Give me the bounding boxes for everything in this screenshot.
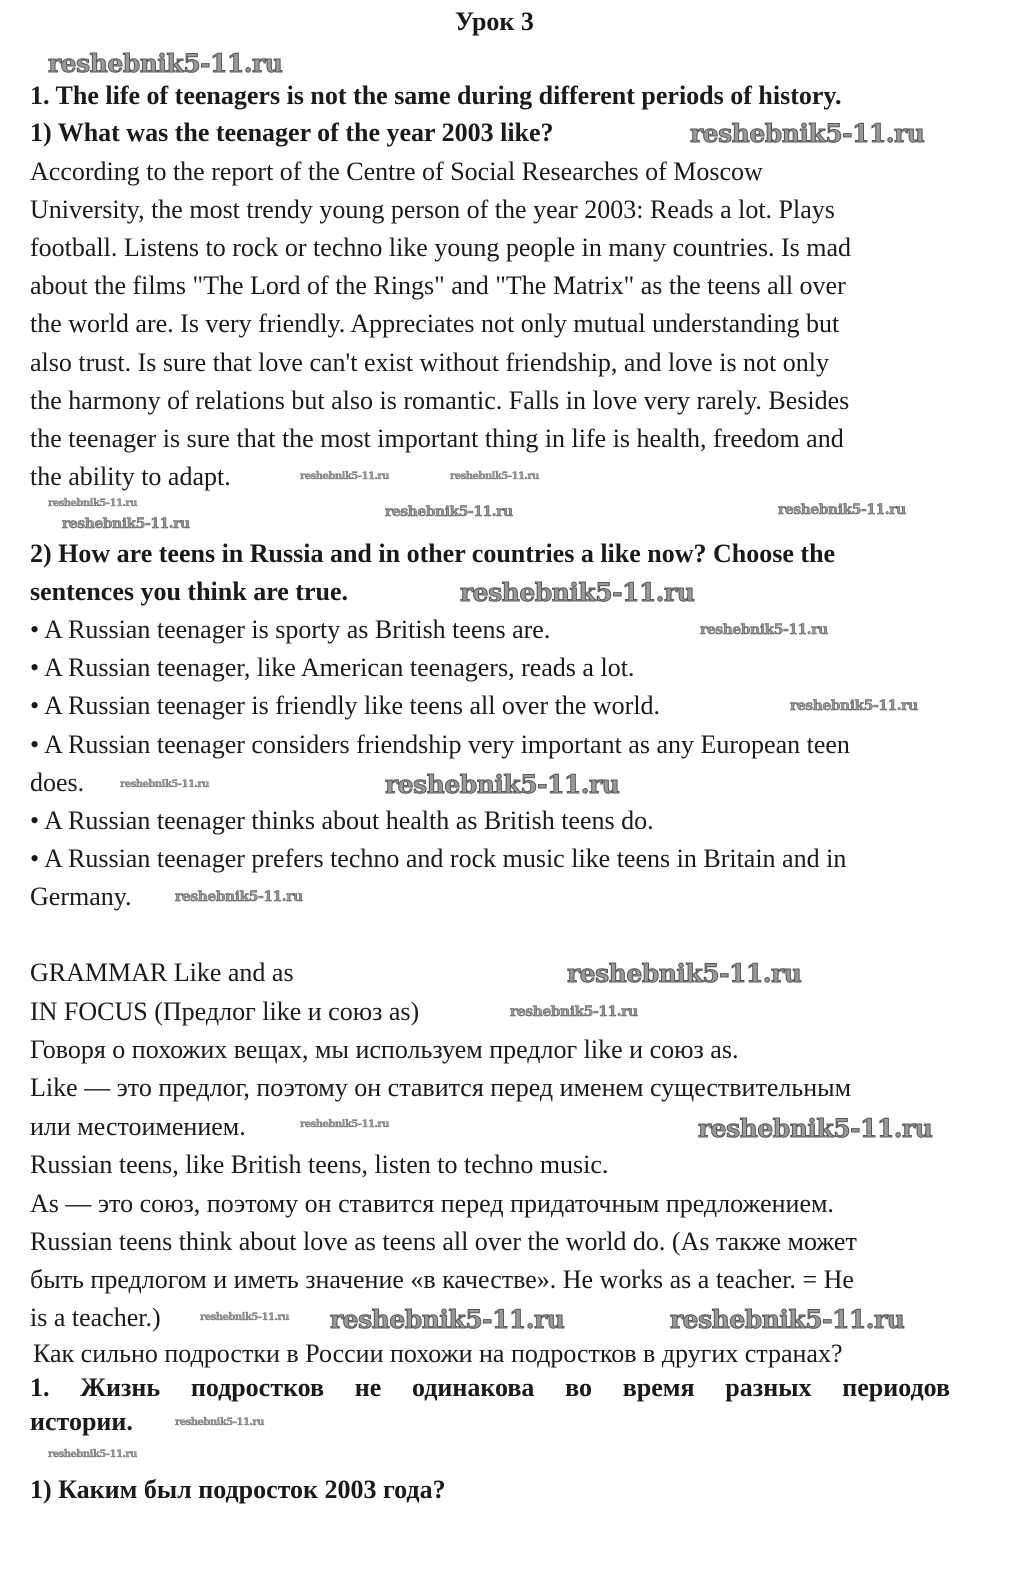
watermark: reshebnik5-11.ru: [670, 1305, 905, 1334]
grammar-heading: IN FOCUS (Предлог like и союз as): [30, 997, 420, 1026]
section-heading-ru: истории.: [30, 1407, 133, 1436]
watermark: reshebnik5-11.ru: [690, 119, 925, 148]
grammar-heading: GRAMMAR Like and as: [30, 958, 294, 987]
watermark: reshebnik5-11.ru: [778, 502, 906, 518]
text-line: football. Listens to rock or techno like young people in many countries. Is mad: [30, 233, 851, 262]
text-line: According to the report of the Centre of Social Researches of Moscow: [30, 157, 763, 186]
bullet-item: • A Russian teenager considers friendship very important as any European teen: [30, 730, 850, 759]
text-line: Как сильно подростки в России похожи на подростков в других странах?: [33, 1339, 843, 1368]
text-line: about the films "The Lord of the Rings" and "The Matrix" as the teens all over: [30, 271, 846, 300]
text-line: is a teacher.): [30, 1303, 161, 1332]
watermark: reshebnik5-11.ru: [385, 504, 513, 520]
watermark: reshebnik5-11.ru: [790, 698, 918, 714]
watermark: reshebnik5-11.ru: [450, 471, 539, 482]
watermark: reshebnik5-11.ru: [385, 770, 620, 799]
watermark: reshebnik5-11.ru: [62, 516, 190, 532]
text-line: the ability to adapt.: [30, 462, 231, 491]
watermark: reshebnik5-11.ru: [698, 1114, 933, 1143]
watermark: reshebnik5-11.ru: [567, 959, 802, 988]
section-heading-ru: 1. Жизнь подростков не одинакова во время разных периодов: [30, 1373, 950, 1402]
text-line: Russian teens, like British teens, listen to techno music.: [30, 1150, 609, 1179]
watermark: reshebnik5-11.ru: [200, 1312, 289, 1323]
text-line: the harmony of relations but also is romantic. Falls in love very rarely. Besides: [30, 386, 850, 415]
question-heading: 1) What was the teenager of the year 2003 like?: [30, 118, 554, 147]
section-heading: 1. The life of teenagers is not the same during different periods of history.: [30, 81, 842, 110]
page-title: Урок 3: [455, 7, 534, 36]
watermark: reshebnik5-11.ru: [175, 889, 303, 905]
question-heading-ru: 1) Каким был подросток 2003 года?: [30, 1475, 446, 1504]
text-line: University, the most trendy young person of the year 2003: Reads a lot. Plays: [30, 195, 835, 224]
text-line: Говоря о похожих вещах, мы используем предлог like и союз as.: [30, 1035, 739, 1064]
bullet-item: Germany.: [30, 882, 132, 911]
watermark: reshebnik5-11.ru: [120, 779, 209, 790]
watermark: reshebnik5-11.ru: [48, 498, 137, 509]
text-line: As — это союз, поэтому он ставится перед придаточным предложением.: [30, 1189, 834, 1218]
text-line: the world are. Is very friendly. Appreciates not only mutual understanding but: [30, 309, 840, 338]
watermark: reshebnik5-11.ru: [460, 578, 695, 607]
text-line: Russian teens think about love as teens all over the world do. (As также может: [30, 1227, 857, 1256]
text-line: the teenager is sure that the most important thing in life is health, freedom and: [30, 424, 844, 453]
watermark: reshebnik5-11.ru: [300, 1119, 389, 1130]
bullet-item: • A Russian teenager prefers techno and rock music like teens in Britain and in: [30, 844, 847, 873]
question-heading: sentences you think are true.: [30, 577, 349, 606]
bullet-item: • A Russian teenager is friendly like teens all over the world.: [30, 691, 661, 720]
watermark: reshebnik5-11.ru: [48, 49, 283, 78]
watermark: reshebnik5-11.ru: [700, 622, 828, 638]
bullet-item: • A Russian teenager, like American teenagers, reads a lot.: [30, 653, 635, 682]
bullet-item: • A Russian teenager is sporty as British teens are.: [30, 615, 551, 644]
watermark: reshebnik5-11.ru: [175, 1417, 264, 1428]
bullet-item: does.: [30, 768, 85, 797]
watermark: reshebnik5-11.ru: [48, 1449, 137, 1460]
text-line: быть предлогом и иметь значение «в качестве». He works as a teacher. = He: [30, 1265, 854, 1294]
text-line: или местоимением.: [30, 1112, 246, 1141]
text-line: also trust. Is sure that love can't exist without friendship, and love is not only: [30, 348, 830, 377]
question-heading: 2) How are teens in Russia and in other countries a like now? Choose the: [30, 539, 836, 568]
watermark: reshebnik5-11.ru: [330, 1305, 565, 1334]
text-line: Like — это предлог, поэтому он ставится перед именем существительным: [30, 1073, 852, 1102]
watermark: reshebnik5-11.ru: [510, 1004, 638, 1020]
bullet-item: • A Russian teenager thinks about health as British teens do.: [30, 806, 654, 835]
watermark: reshebnik5-11.ru: [300, 471, 389, 482]
